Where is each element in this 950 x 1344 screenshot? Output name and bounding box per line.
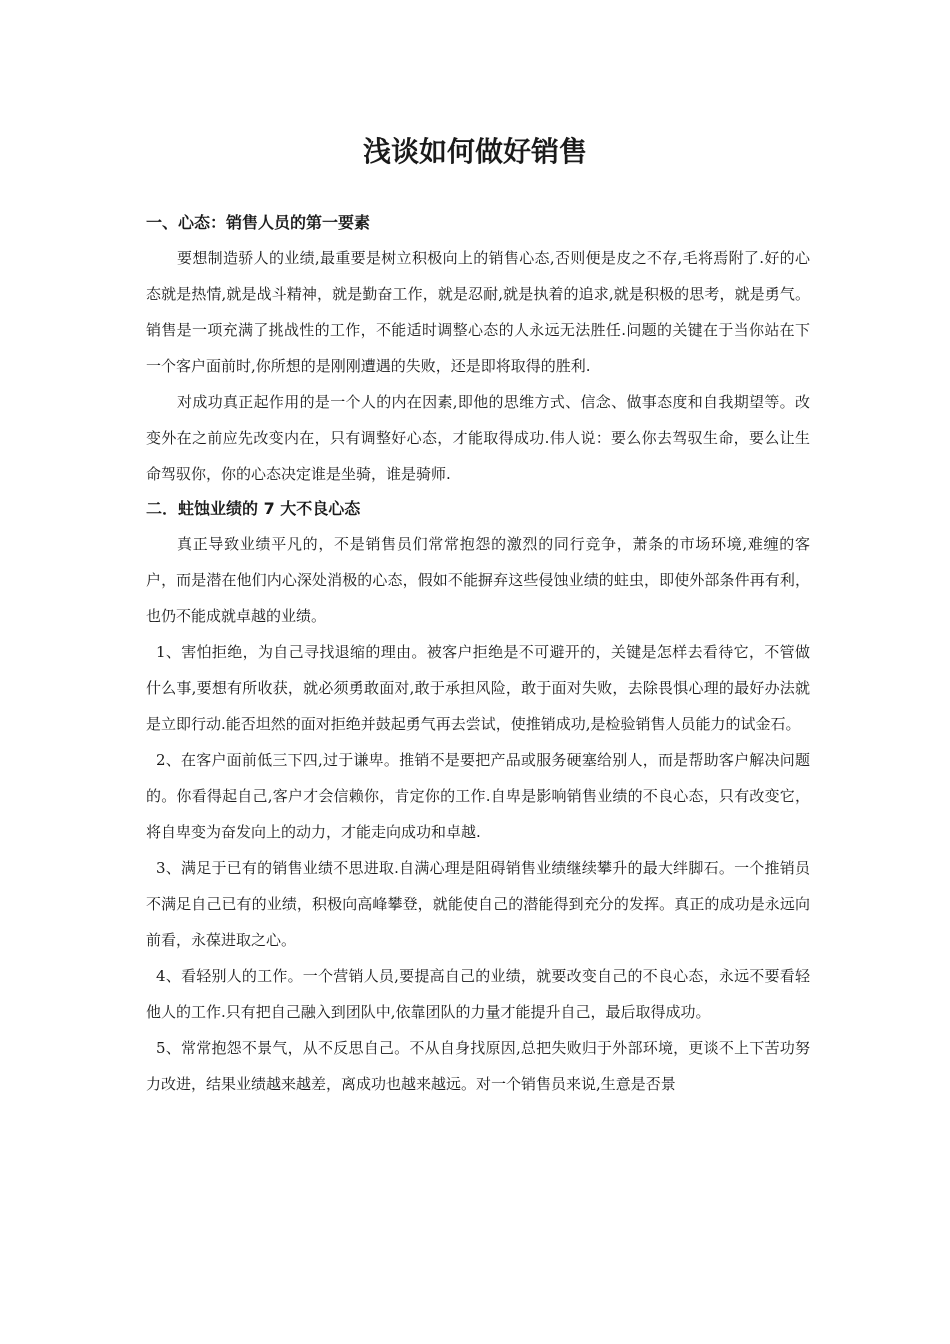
list-item: 4、看轻别人的工作。一个营销人员,要提高自己的业绩，就要改变自己的不良心态，永远不要看轻他人的工作.只有把自己融入到团队中,依靠团队的力量才能提升自己，最后取得成功。 bbox=[146, 967, 810, 1021]
section-heading-2: 二．蛀蚀业绩的 7 大不良心态 bbox=[146, 499, 361, 518]
paragraph: 真正导致业绩平凡的，不是销售员们常常抱怨的激烈的同行竞争，萧条的市场环境,难缠的客户，而是潜在他们内心深处消极的心态，假如不能摒弃这些侵蚀业绩的蛀虫，即使外部条件再有利，也仍不能成就卓越的业绩。 bbox=[146, 535, 810, 625]
list-item: 5、常常抱怨不景气，从不反思自己。不从自身找原因,总把失败归于外部环境，更谈不上下苦功努力改进，结果业绩越来越差，离成功也越来越远。对一个销售员来说,生意是否景 bbox=[146, 1039, 810, 1093]
list-item: 1、害怕拒绝，为自己寻找退缩的理由。被客户拒绝是不可避开的，关键是怎样去看待它，不管做什么事,要想有所收获，就必须勇敢面对,敢于承担风险，敢于面对失败，去除畏惧心理的最好办法就是立即行动.能否坦然的面对拒绝并鼓起勇气再去尝试，使推销成功,是检验销售人员能力的试金石。 bbox=[146, 643, 810, 733]
document-title: 浅谈如何做好销售 bbox=[362, 135, 587, 168]
paragraph: 对成功真正起作用的是一个人的内在因素,即他的思维方式、信念、做事态度和自我期望等。改变外在之前应先改变内在，只有调整好心态，才能取得成功.伟人说：要么你去驾驭生命，要么让生命驾驭你，你的心态决定谁是坐骑，谁是骑师. bbox=[146, 393, 810, 483]
section-heading-1: 一、心态：销售人员的第一要素 bbox=[146, 213, 371, 232]
paragraph: 要想制造骄人的业绩,最重要是树立积极向上的销售心态,否则便是皮之不存,毛将焉附了.好的心态就是热情,就是战斗精神，就是勤奋工作，就是忍耐,就是执着的追求,就是积极的思考，就是勇气。销售是一项充满了挑战性的工作，不能适时调整心态的人永远无法胜任.问题的关键在于当你站在下一个客户面前时,你所想的是刚刚遭遇的失败，还是即将取得的胜利. bbox=[146, 249, 810, 375]
document-body bbox=[146, 206, 810, 1102]
list-item: 3、满足于已有的销售业绩不思进取.自满心理是阻碍销售业绩继续攀升的最大绊脚石。一个推销员不满足自己已有的业绩，积极向高峰攀登，就能使自己的潜能得到充分的发挥。真正的成功是永远向前看，永葆进取之心。 bbox=[146, 859, 810, 949]
list-item: 2、在客户面前低三下四,过于谦卑。推销不是要把产品或服务硬塞给别人，而是帮助客户解决问题的。你看得起自己,客户才会信赖你，肯定你的工作.自卑是影响销售业绩的不良心态，只有改变它，将自卑变为奋发向上的动力，才能走向成功和卓越. bbox=[146, 751, 810, 841]
